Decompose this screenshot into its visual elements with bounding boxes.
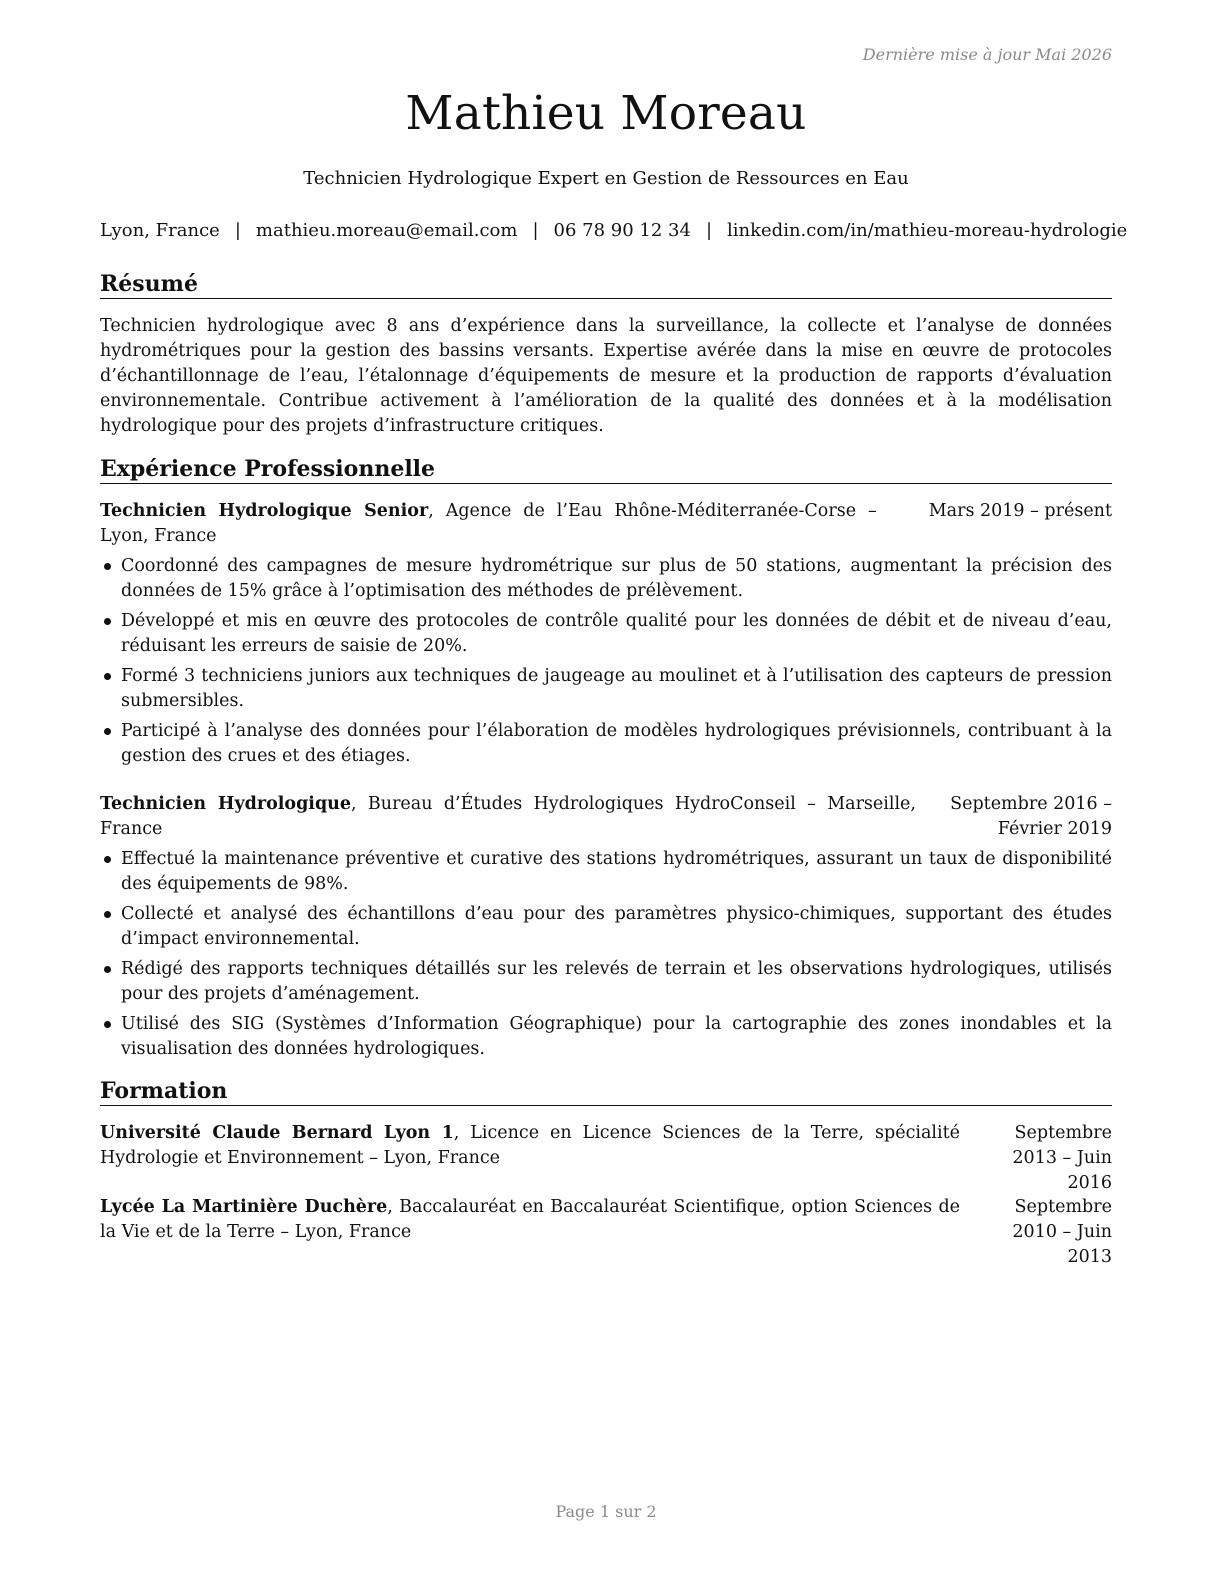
- job-bullet: Coordonné des campagnes de mesure hydrométrique sur plus de 50 stations, augmentant la précision des données de 15% grâce à l’optimisation des méthodes de prélèvement.: [100, 554, 1112, 604]
- job-bullet: Développé et mis en œuvre des protocoles de contrôle qualité pour les données de débit et de niveau d’eau, réduisant les erreurs de saisie de 20%.: [100, 609, 1112, 659]
- job-details: , Agence de l’Eau Rhône-Méditerranée-Corse – Lyon, France: [100, 501, 877, 546]
- job-dates: Mars 2019 – présent: [928, 501, 1112, 521]
- job-role: Technicien Hydrologique: [100, 794, 352, 814]
- summary-text: Technicien hydrologique avec 8 ans d’expérience dans la surveillance, la collecte et l’analyse de données hydrométriques pour la gestion des bassins versants. Expertise avérée dans la mise en œuvre de protocoles d’échantillonnage de l’eau, l’étalonnage d’équipements de mesure et la production de rapports d’évaluation environnementale. Contribue activement à l’amélioration de la qualité des données et à la modélisation hydrologique pour des projets d’infrastructure critiques.: [100, 316, 1112, 436]
- job-dates: Septembre 2016 – Février 2019: [950, 794, 1112, 839]
- contact-location: Lyon, France: [100, 220, 220, 241]
- last-updated-date: Dernière mise à jour Mai 2026: [862, 45, 1112, 64]
- contact-linkedin[interactable]: linkedin.com/in/mathieu-moreau-hydrologie: [727, 220, 1128, 241]
- job-bullet: Utilisé des SIG (Systèmes d’Information Géographique) pour la cartographie des zones inondables et la visualisation des données hydrologiques.: [100, 1012, 1112, 1062]
- education-entry: [100, 1195, 1112, 1270]
- education-school: Université Claude Bernard Lyon 1: [100, 1123, 454, 1143]
- education-entry: [100, 1121, 1112, 1196]
- contact-line: [100, 220, 1128, 241]
- section-title-experience: Expérience Professionnelle: [100, 456, 1112, 484]
- education-header: [100, 1195, 1112, 1270]
- job-bullet: Formé 3 techniciens juniors aux techniques de jaugeage au moulinet et à l’utilisation des capteurs de pression submersibles.: [100, 664, 1112, 714]
- contact-phone: 06 78 90 12 34: [553, 220, 691, 241]
- contact-separator: |: [234, 220, 241, 241]
- job-bullets: [100, 554, 1112, 769]
- job-bullet: Collecté et analysé des échantillons d’eau pour des paramètres physico-chimiques, supportant des études d’impact environnemental.: [100, 902, 1112, 952]
- education-header: [100, 1121, 1112, 1196]
- job-bullet: Effectué la maintenance préventive et curative des stations hydrométriques, assurant un taux de disponibilité des équipements de 98%.: [100, 847, 1112, 897]
- education-dates: Septembre 2010 – Juin 2013: [1012, 1197, 1112, 1267]
- education-dates: Septembre 2013 – Juin 2016: [1012, 1123, 1112, 1193]
- contact-separator: |: [532, 220, 539, 241]
- job-header: [100, 499, 1112, 549]
- job-role: Technicien Hydrologique Senior: [100, 501, 429, 521]
- education-school: Lycée La Martinière Duchère: [100, 1197, 388, 1217]
- job-bullet: Participé à l’analyse des données pour l’élaboration de modèles hydrologiques prévisionnels, contribuant à la gestion des crues et des étiages.: [100, 719, 1112, 769]
- job-details: , Bureau d’Études Hydrologiques HydroConseil – Marseille, France: [100, 794, 916, 839]
- candidate-name: Mathieu Moreau: [405, 86, 807, 141]
- education-details: , Licence en Licence Sciences de la Terre, spécialité Hydrologie et Environnement – Lyon, France: [100, 1123, 960, 1168]
- job-entry: [100, 792, 1112, 1067]
- section-title-summary: Résumé: [100, 271, 1112, 299]
- section-title-education: Formation: [100, 1078, 1112, 1106]
- contact-separator: |: [705, 220, 713, 241]
- page-number: Page 1 sur 2: [555, 1502, 657, 1521]
- candidate-headline: Technicien Hydrologique Expert en Gestion de Ressources en Eau: [303, 168, 909, 189]
- job-bullet: Rédigé des rapports techniques détaillés sur les relevés de terrain et les observations hydrologiques, utilisés pour des projets d’aménagement.: [100, 957, 1112, 1007]
- contact-email[interactable]: mathieu.moreau@email.com: [255, 220, 518, 241]
- job-header: [100, 792, 1112, 842]
- job-bullets: [100, 847, 1112, 1062]
- job-entry: [100, 499, 1112, 774]
- education-details: , Baccalauréat en Baccalauréat Scientifique, option Sciences de la Vie et de la Terre – Lyon, France: [100, 1197, 960, 1242]
